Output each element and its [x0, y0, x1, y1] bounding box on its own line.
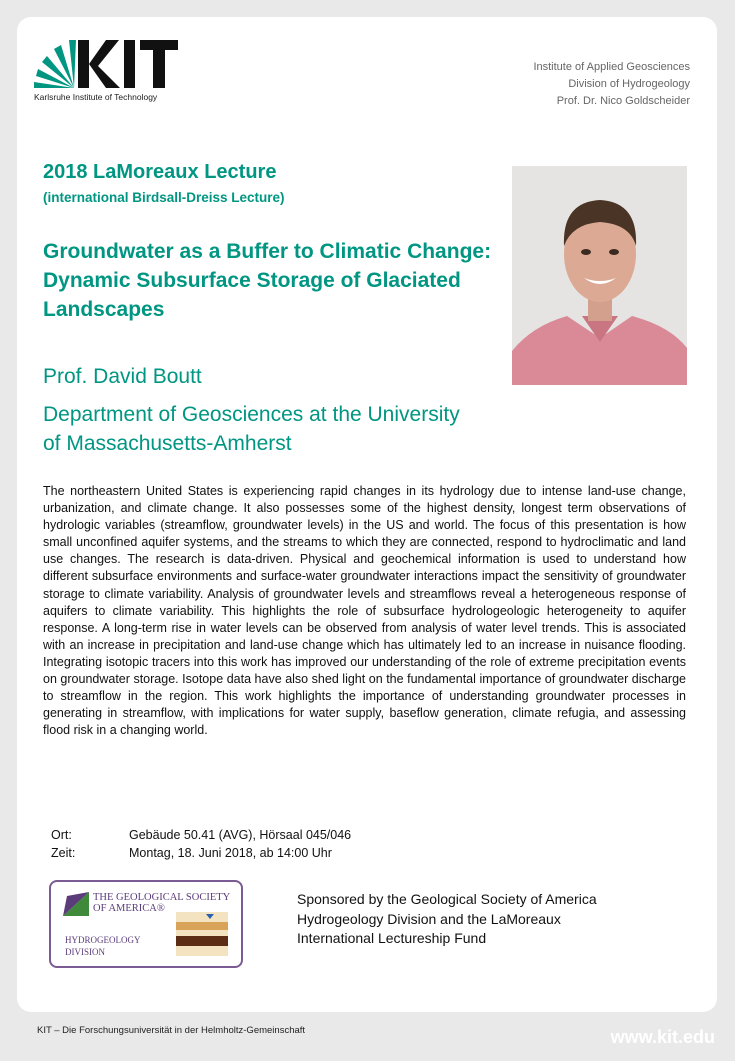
lecture-subtitle: (international Birdsall-Dreiss Lecture) [43, 190, 285, 205]
kit-logo [34, 36, 184, 106]
time-value: Montag, 18. Juni 2018, ab 14:00 Uhr [129, 846, 332, 860]
time-label: Zeit: [51, 846, 76, 860]
speaker-photo [512, 166, 687, 385]
division-name: Division of Hydrogeology [568, 78, 690, 90]
sponsor-text: Sponsored by the Geological Society of America Hydrogeology Division and the LaMoreaux International Lectureship Fund [297, 891, 597, 946]
gsa-logo [49, 880, 243, 968]
place-value: Gebäude 50.41 (AVG), Hörsaal 045/046 [129, 828, 352, 842]
gsa-division-line2: DIVISION [65, 947, 105, 957]
abstract-text: The northeastern United States is experiencing rapid changes in its hydrology due to intense land-use change, urbanization, and climate change. It also possesses some of the highest density, longest term observations of hydrologic variables (streamflow, groundwater levels) in the US and world. The focus of this presentation is how small unconfined aquifer systems, and the streams to which they are connected, respond to hydroclimatic and land use changes. The research is data-driven. Physical and geochemical information is used to understand how different subsurface environments and surface-water groundwater interactions impact the sensitivity of groundwater storage to climate variability. Analysis of groundwater levels and streamflows reveal a heterogeneous response of aquifers to climate variability. This highlights the role of subsurface hydrologeologic heterogeneity to aquifer response. A long-term rise in water levels can be observed from analysis of water level trends. This is associated with an increase in precipitation and land-use change which has ultimately led to an increase in nuisance flooding. Integrating isotopic tracers into this work has improved our understanding of the role of extreme precipitation events on groundwater storage. Isotope data have also shed light on the fundamental importance of groundwater discharge to streamflow in the region. This work highlights the importance of understanding groundwater processes in generating in streamflow, with implications for water supply, baseflow generation, climate refugia, and assessing flood risk in a changing world. [43, 484, 686, 738]
institute-block [533, 59, 690, 110]
institute-name: Institute of Applied Geosciences [533, 61, 690, 73]
kit-logo-caption: Karlsruhe Institute of Technology [34, 92, 158, 102]
speaker-name: Prof. David Boutt [43, 365, 202, 388]
place-label: Ort: [51, 828, 72, 842]
gsa-triangle-icon [63, 892, 89, 916]
gsa-name: THE GEOLOGICAL SOCIETY OF AMERICA® [93, 892, 230, 914]
talk-title: Groundwater as a Buffer to Climatic Change: Dynamic Subsurface Storage of Glaciated Landscapes [43, 240, 492, 321]
gsa-division-line1: HYDROGEOLOGY [65, 935, 141, 945]
place-row [51, 826, 351, 844]
footer-tagline: KIT – Die Forschungsuniversität in der Helmholtz-Gemeinschaft [37, 1025, 306, 1036]
event-details [51, 826, 351, 862]
host-professor: Prof. Dr. Nico Goldscheider [556, 95, 690, 107]
aquifer-strata-icon [176, 912, 228, 956]
speaker-department: Department of Geosciences at the University of Massachusetts-Amherst [43, 403, 460, 455]
time-row [51, 844, 351, 862]
lecture-title: 2018 LaMoreaux Lecture [43, 161, 277, 183]
gsa-division [65, 934, 141, 958]
kit-fan-icon [34, 36, 184, 92]
footer-url[interactable]: www.kit.edu [610, 1027, 715, 1047]
